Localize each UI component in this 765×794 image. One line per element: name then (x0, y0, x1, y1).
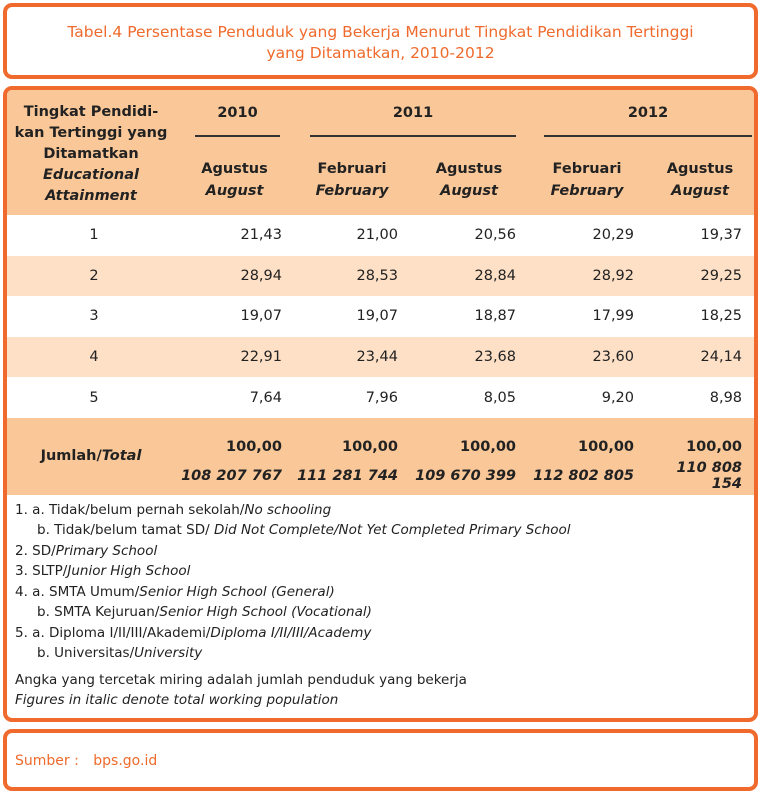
level-cell: 1 (89, 227, 99, 244)
month-id: Agustus (201, 161, 268, 177)
note-text: b. Tidak/belum tamat SD/ (37, 522, 214, 539)
row-header-en-2: Attainment (45, 188, 137, 204)
note-item (15, 500, 754, 521)
note-text: 5. a. Diploma I/II/III/Akademi/ (15, 624, 211, 641)
month-en: February (550, 183, 624, 199)
value-cell: 8,05 (483, 389, 517, 406)
month-header (294, 145, 410, 215)
value-cell: 22,91 (175, 337, 294, 378)
month-header (410, 145, 528, 215)
year-2011 (294, 90, 528, 145)
total-label-id: Jumlah/ (40, 448, 102, 465)
footnote-line-1: Angka yang tercetak miring adalah jumlah penduduk yang bekerja (15, 671, 467, 688)
note-item (15, 643, 754, 664)
month-en: February (315, 183, 389, 199)
total-percent-cell: 100,00 (410, 418, 528, 458)
note-item (15, 602, 754, 623)
year-label-2011: 2011 (392, 104, 434, 121)
month-id: Agustus (435, 161, 503, 177)
month-en: August (671, 183, 729, 199)
value-cell: 29,25 (646, 256, 754, 297)
source (7, 733, 754, 769)
value-cell: 7,96 (365, 389, 398, 406)
row-header-line-3: Ditamatkan (43, 146, 139, 162)
note-text: b. SMTA Kejuruan/ (37, 604, 160, 621)
source-label: Sumber : (15, 753, 79, 769)
note-italic: Did Not Complete/Not Yet Completed Primary School (213, 522, 571, 539)
note-item (15, 561, 754, 582)
level-cell: 4 (7, 337, 175, 378)
row-header-line-1: Tingkat Pendidi- (23, 104, 159, 120)
year-label-2010: 2010 (217, 104, 258, 121)
level-cell: 3 (89, 308, 99, 325)
month-id: Februari (317, 161, 387, 177)
total-population-cell: 110 808 154 (646, 458, 754, 495)
value-cell: 23,60 (528, 337, 646, 378)
note-italic: No schooling (244, 501, 332, 518)
total-row-percent (7, 418, 754, 458)
total-population-cell: 108 207 767 (175, 458, 294, 495)
data-table (7, 90, 754, 495)
month-id: Agustus (666, 161, 734, 177)
row-header-line-2: kan Tertinggi yang (14, 125, 168, 141)
note-item (15, 582, 754, 603)
row-header (7, 90, 175, 215)
total-percent-cell: 100,00 (528, 418, 646, 458)
value-cell: 19,07 (356, 308, 398, 325)
table-row (7, 215, 754, 256)
value-cell: 23,68 (410, 337, 528, 378)
total-label-en: Total (101, 448, 142, 465)
value-cell: 8,98 (709, 389, 743, 406)
value-cell: 20,29 (592, 227, 635, 244)
total-label (7, 418, 175, 495)
value-cell: 28,53 (294, 256, 410, 297)
value-cell: 21,43 (240, 227, 282, 244)
note-item (15, 541, 754, 562)
note-italic: University (134, 645, 203, 662)
note-item (15, 520, 754, 541)
month-header (528, 145, 646, 215)
year-2010 (175, 90, 294, 145)
table-row (7, 256, 754, 297)
row-header-en-1: Educational (43, 167, 139, 183)
note-italic: Senior High School (General) (139, 583, 335, 600)
note-text: 4. a. SMTA Umum/ (15, 583, 140, 600)
value-cell: 20,56 (474, 227, 517, 244)
total-percent-cell: 100,00 (294, 418, 410, 458)
month-en: August (440, 183, 498, 199)
level-cell: 5 (89, 389, 99, 406)
value-cell: 28,94 (175, 256, 294, 297)
note-italic: Senior High School (Vocational) (159, 604, 372, 621)
title-line-2: yang Ditamatkan, 2010-2012 (266, 44, 495, 62)
table-title (7, 7, 754, 64)
table-row (7, 337, 754, 378)
level-cell: 2 (7, 256, 175, 297)
note-text: b. Universitas/ (37, 645, 135, 662)
note-italic: Diploma I/II/III/Academy (210, 624, 372, 641)
value-cell: 7,64 (249, 389, 282, 406)
total-population-cell: 111 281 744 (294, 458, 410, 495)
title-line-1: Tabel.4 Persentase Penduduk yang Bekerja Menurut Tingkat Pendidikan Tertinggi (67, 23, 694, 41)
source-link[interactable]: bps.go.id (93, 753, 158, 769)
note-text: 1. a. Tidak/belum pernah sekolah/ (15, 501, 245, 518)
value-cell: 28,84 (410, 256, 528, 297)
total-population-cell: 109 670 399 (410, 458, 528, 495)
value-cell: 23,44 (294, 337, 410, 378)
notes (7, 495, 754, 711)
value-cell: 28,92 (528, 256, 646, 297)
note-italic: Junior High School (67, 563, 191, 580)
value-cell: 19,37 (700, 227, 743, 244)
table-row (7, 377, 754, 418)
source-box (3, 729, 758, 791)
table-row (7, 296, 754, 337)
month-en: August (205, 183, 264, 199)
value-cell: 21,00 (356, 227, 398, 244)
total-percent-cell: 100,00 (175, 418, 294, 458)
month-header (646, 145, 754, 215)
title-box (3, 3, 758, 79)
year-label-2012: 2012 (627, 104, 669, 121)
value-cell: 17,99 (592, 308, 635, 325)
value-cell: 9,20 (601, 389, 635, 406)
value-cell: 18,87 (474, 308, 517, 325)
note-item (15, 623, 754, 644)
footnote-line-2: Figures in italic denote total working population (15, 692, 339, 709)
value-cell: 18,25 (700, 308, 743, 325)
month-id: Februari (552, 161, 622, 177)
total-population-cell: 112 802 805 (528, 458, 646, 495)
value-cell: 19,07 (240, 308, 282, 325)
year-2012 (528, 90, 754, 145)
note-text: 3. SLTP/ (15, 563, 68, 580)
month-header (175, 145, 294, 215)
note-text: 2. SD/ (15, 542, 56, 559)
value-cell: 24,14 (646, 337, 754, 378)
total-percent-cell: 100,00 (646, 418, 754, 458)
table-box (3, 86, 758, 722)
note-italic: Primary School (55, 542, 158, 559)
